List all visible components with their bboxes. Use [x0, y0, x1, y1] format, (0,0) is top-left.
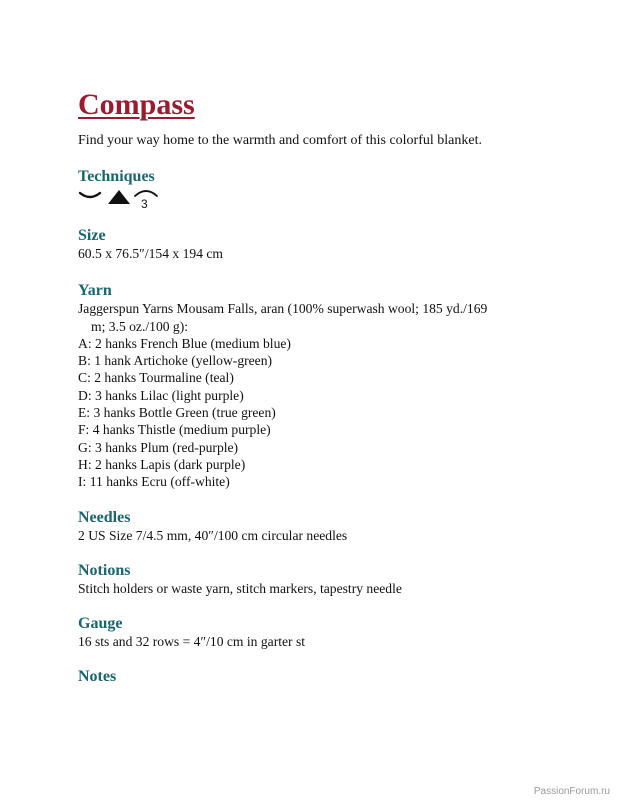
notions-text: Stitch holders or waste yarn, stitch markers, tapestry needle: [78, 580, 402, 596]
notes-heading: Notes: [78, 668, 117, 686]
yarn-color-list: [78, 335, 548, 491]
yarn-description: [78, 300, 548, 335]
yarn-section: [78, 281, 548, 490]
notes-section: [78, 667, 548, 686]
notions-section: [78, 561, 548, 597]
size-text: 60.5 x 76.5″/154 x 194 cm: [78, 246, 223, 261]
smile-arc-icon: [80, 193, 100, 197]
list-item: H: 2 hanks Lapis (dark purple): [78, 456, 246, 472]
list-item: I: 11 hanks Ecru (off-white): [78, 474, 230, 490]
yarn-description-line1: Jaggerspun Yarns Mousam Falls, aran (100% superwash wool; 185 yd./169: [78, 301, 488, 317]
gauge-text: 16 sts and 32 rows = 4″/10 cm in garter st: [78, 634, 306, 650]
size-section: [78, 226, 548, 262]
list-item: E: 3 hanks Bottle Green (true green): [78, 405, 276, 421]
list-item: C: 2 hanks Tourmaline (teal): [78, 370, 234, 386]
gauge-section: [78, 614, 548, 650]
size-heading: Size: [78, 227, 106, 244]
needles-heading: Needles: [78, 508, 131, 526]
needles-text: 2 US Size 7/4.5 mm, 40″/100 cm circular needles: [78, 527, 348, 543]
list-item: D: 3 hanks Lilac (light purple): [78, 387, 244, 403]
arc-number: 3: [141, 197, 148, 209]
technique-icons: [78, 187, 548, 209]
techniques-heading: Techniques: [78, 168, 155, 185]
triangle-icon: [108, 190, 130, 204]
watermark: PassionForum.ru: [533, 786, 610, 797]
intro-text: Find your way home to the warmth and comfort of this colorful blanket.: [78, 133, 482, 148]
yarn-heading: Yarn: [78, 282, 112, 300]
yarn-description-line2: m; 3.5 oz./100 g):: [91, 318, 189, 334]
list-item: B: 1 hank Artichoke (yellow-green): [78, 353, 273, 369]
pattern-page: [78, 86, 548, 686]
list-item: F: 4 hanks Thistle (medium purple): [78, 422, 271, 438]
techniques-section: [78, 167, 548, 209]
list-item: A: 2 hanks French Blue (medium blue): [78, 335, 291, 351]
arc-3-icon: [135, 191, 157, 209]
list-item: G: 3 hanks Plum (red-purple): [78, 439, 239, 455]
gauge-heading: Gauge: [78, 615, 123, 633]
page-title: Compass: [78, 88, 195, 121]
notions-heading: Notions: [78, 561, 131, 579]
needles-section: [78, 508, 548, 544]
